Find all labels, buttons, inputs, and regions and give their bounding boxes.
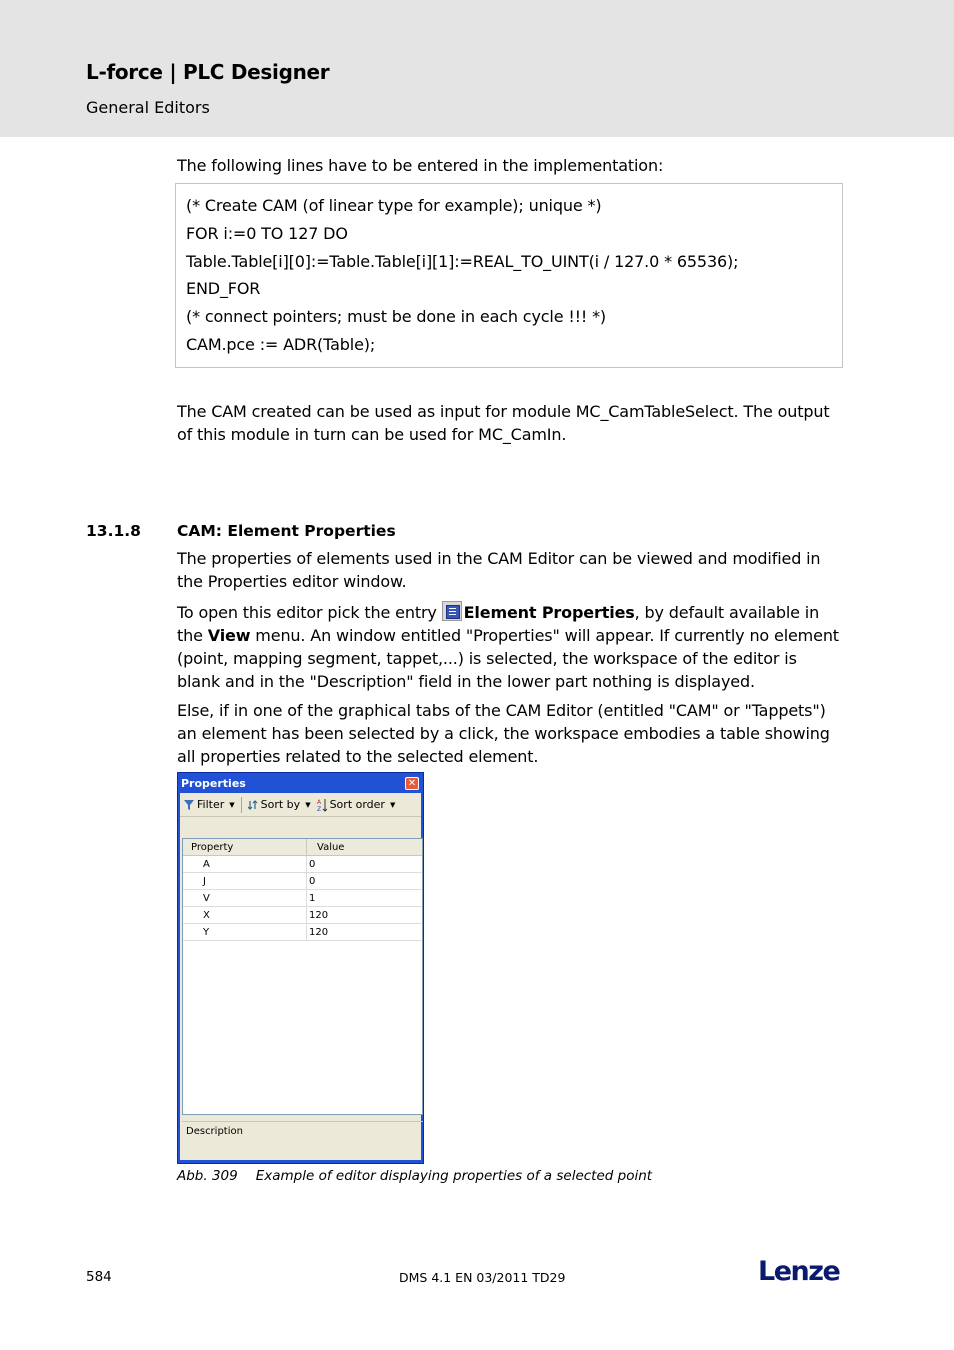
document-subtitle: General Editors [86,98,210,117]
paragraph-text: menu. An window entitled "Properties" will appear. If currently no element (point, mapping segment, tappet,...) is selected, the workspace of the editor is blank and in the "Description" field in the lower part nothing is displayed. [177,626,839,691]
svg-text:Z: Z [316,805,321,812]
row-gutter [183,873,203,889]
view-menu-term: View [207,626,251,645]
sort-order-label: Sort order [329,798,385,811]
filter-button[interactable] [184,798,235,811]
lenze-logo: Lenze [758,1256,840,1287]
code-line: (* Create CAM (of linear type for example); unique *) [186,196,602,215]
svg-text:A: A [316,798,321,806]
property-name: Y [203,924,307,940]
property-value[interactable]: 0 [309,859,316,870]
selection-paragraph: Else, if in one of the graphical tabs of the CAM Editor (entitled "CAM" or "Tappets") an element has been selected by a click, the workspace embodies a table showing all properties related to the selected element. [177,701,830,766]
section-title: CAM: Element Properties [177,522,396,540]
open-editor-paragraph [177,601,842,693]
document-title: L-force | PLC Designer [86,60,330,84]
description-panel [182,1121,423,1158]
document-reference: DMS 4.1 EN 03/2011 TD29 [399,1270,566,1285]
chevron-down-icon: ▼ [389,800,396,809]
filter-label: Filter [197,798,225,811]
sort-by-label: Sort by [260,798,301,811]
az-sort-icon [317,798,327,812]
table-row[interactable] [183,890,422,907]
table-row[interactable] [183,924,422,941]
intro-paragraph: The following lines have to be entered in the implementation: [177,156,664,175]
property-value[interactable]: 120 [309,927,329,938]
code-line: Table.Table[i][0]:=Table.Table[i][1]:=REAL_TO_UINT(i / 127.0 * 65536); [186,251,739,271]
properties-table [182,838,423,1115]
toolbar-separator [241,797,242,813]
properties-window [177,772,424,1164]
code-line: (* connect pointers; must be done in each cycle !!! *) [186,307,607,327]
code-block [175,183,843,368]
property-name: X [203,907,307,923]
row-gutter [183,907,203,923]
description-label: Description [186,1126,243,1137]
properties-list-icon [442,601,462,621]
sort-by-button[interactable] [248,798,311,811]
paragraph-text: To open this editor pick the entry [177,603,442,622]
page-number: 584 [86,1269,112,1285]
sort-icon [248,800,258,810]
table-row[interactable] [183,856,422,873]
sort-order-button[interactable] [317,798,396,812]
chevron-down-icon: ▼ [229,800,235,809]
table-row[interactable] [183,907,422,924]
property-value[interactable]: 0 [309,876,316,887]
properties-intro-paragraph: The properties of elements used in the CAM Editor can be viewed and modified in the Properties editor window. [177,549,821,591]
chevron-down-icon: ▼ [305,800,311,809]
section-number: 13.1.8 [86,522,141,540]
row-gutter [183,890,203,906]
figure-label: Abb. 309 [177,1168,238,1184]
code-line: END_FOR [186,279,261,299]
cam-paragraph: The CAM created can be used as input for module MC_CamTableSelect. The output of this module in turn can be used for MC_CamIn. [177,402,830,444]
window-title: Properties [181,777,246,790]
value-column-header[interactable]: Value [317,842,345,853]
code-line: FOR i:=0 TO 127 DO [186,223,348,243]
figure-caption-text: Example of editor displaying properties of a selected point [255,1168,653,1184]
row-gutter [183,924,203,940]
element-properties-term: Element Properties [463,603,635,622]
properties-toolbar [180,793,421,817]
property-name: J [203,873,307,889]
property-name: V [203,890,307,906]
figure-caption [177,1168,652,1184]
table-header [183,839,422,856]
close-icon[interactable]: ✕ [405,777,419,790]
property-value[interactable]: 1 [309,893,316,904]
property-value[interactable]: 120 [309,910,329,921]
funnel-icon [184,800,194,810]
property-name: A [203,856,307,872]
window-titlebar [180,775,421,793]
paragraph-text: , by default available in the [177,603,820,645]
row-gutter [183,856,203,872]
property-column-header[interactable]: Property [183,839,307,855]
table-row[interactable] [183,873,422,890]
window-body [180,793,421,1160]
code-line: CAM.pce := ADR(Table); [186,334,376,354]
